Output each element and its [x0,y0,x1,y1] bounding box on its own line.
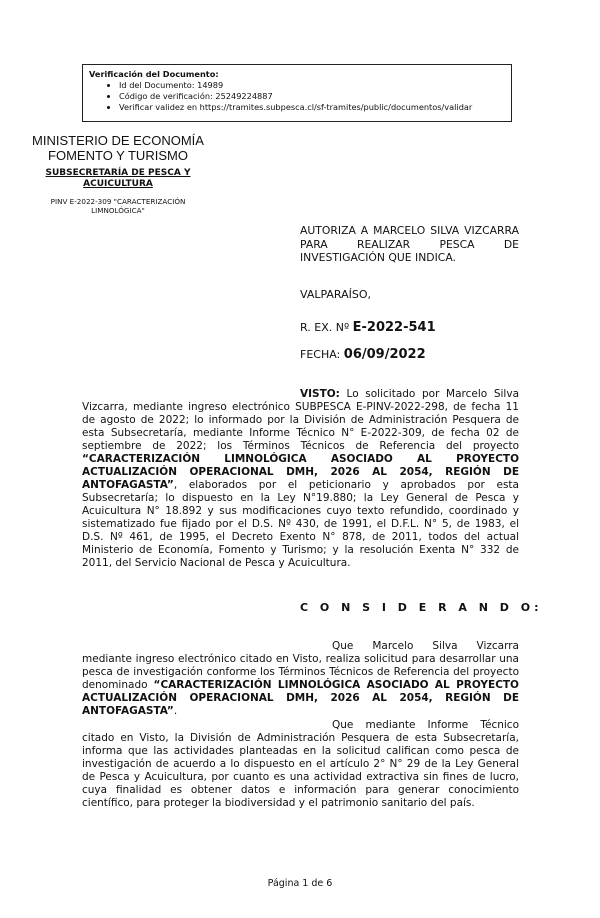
reference-line-1: PINV E-2022-309 "CARACTERIZACIÓN [50,197,186,206]
document-id: • Id del Documento: 14989 [119,80,505,91]
paragraph2-text: Que mediante Informe Técnico citado en Visto, la División de Administración Pesquera de esta Subsecretaría, informa que las actividades planteadas en la solicitud califican como pesca de investigación de acuerdo a lo dispuesto en el artículo 2° N° 29 de la Ley General de Pesca y Acuicultura, por cuanto es una actividad extractiva sin fines de lucro, cuya finalidad es obtener datos e información para generar conocimiento científico, para proteger la biodiversidad y el patrimonio sanitario del país. [82,719,519,809]
visto-label: VISTO: [300,388,340,400]
visto-text-a: Lo solicitado por Marcelo Silva Vizcarra, mediante ingreso electrónico SUBPESCA E-PINV-2022-298, de fecha 11 de agosto de 2022; lo informado por la División de Administración Pesquera de esta Subsecretaría, mediante Informe Técnico N° E-2022-309, de fecha 02 de septiembre de 2022; los Términos Técnicos de Referencia del proyecto [82,388,519,452]
visto-paragraph [82,388,519,570]
resolution-prefix: R. EX. Nº [300,321,350,334]
reference-line-2: LIMNOLÓGICA" [91,206,145,215]
paragraph1-text-a: Que Marcelo Silva Vizcarra mediante ingreso electrónico citado en Visto, realiza solicitud para desarrollar una pesca de investigación conforme los Términos Técnicos de Referencia del proyecto denominado [82,640,519,691]
verification-code: • Código de verificación: 25249224887 [119,91,505,102]
paragraph1-text-b: . [173,705,178,717]
ministry-name [18,133,218,163]
date-value: 06/09/2022 [343,347,426,362]
verification-list [89,80,505,113]
resolution-subject: AUTORIZA A MARCELO SILVA VIZCARRA PARA REALIZAR PESCA DE INVESTIGACIÓN QUE INDICA. [300,224,519,264]
considerando-heading: C O N S I D E R A N D O: [300,601,543,614]
subsecretaria-line-1: SUBSECRETARÍA DE PESCA Y [45,168,191,178]
place: VALPARAÍSO, [300,288,372,301]
visto-project-name: “CARACTERIZACIÓN LIMNOLÓGICA ASOCIADO AL PROYECTO ACTUALIZACIÓN OPERACIONAL DMH, 2026 AL 2054, REGIÓN DE ANTOFAGASTA” [82,453,519,491]
subsecretaria-name [18,168,218,190]
ministry-line-1: MINISTERIO DE ECONOMÍA [32,133,204,148]
paragraph1-project-name: “CARACTERIZACIÓN LIMNOLÓGICA ASOCIADO AL PROYECTO ACTUALIZACIÓN OPERACIONAL DMH, 2026 AL 2054, REGIÓN DE ANTOFAGASTA” [82,679,519,717]
validation-url: • Verificar validez en https://tramites.subpesca.cl/sf-tramites/public/documentos/validar [119,102,505,113]
subsecretaria-line-2: ACUICULTURA [83,179,153,189]
resolution-date [300,347,426,362]
resolution-number [300,320,436,335]
reference-code [18,197,218,215]
visto-text-b: , elaborados por el peticionario y aprobados por esta Subsecretaría; lo dispuesto en la Ley N°19.880; la Ley General de Pesca y Acuicultura N° 18.892 y sus modificaciones cuyo texto refundido, coordinado y sistematizado fue fijado por el D.S. Nº 430, de 1991, el D.F.L. N° 5, de 1983, el D.S. Nº 461, de 1995, el Decreto Exento N° 878, de 2011, todos del actual Ministerio de Economía, Fomento y Turismo; y la resolución Exenta N° 332 de 2011, del Servicio Nacional de Pesca y Acuicultura. [82,479,519,569]
resolution-code: E-2022-541 [352,320,436,335]
page-number: Página 1 de 6 [267,878,333,889]
date-label: FECHA: [300,348,341,361]
considerando-paragraph-1 [82,640,519,718]
considerando-paragraph-2 [82,719,519,810]
verification-box [82,64,512,122]
verification-title: Verificación del Documento: [89,69,219,79]
ministry-line-2: FOMENTO Y TURISMO [48,148,188,163]
